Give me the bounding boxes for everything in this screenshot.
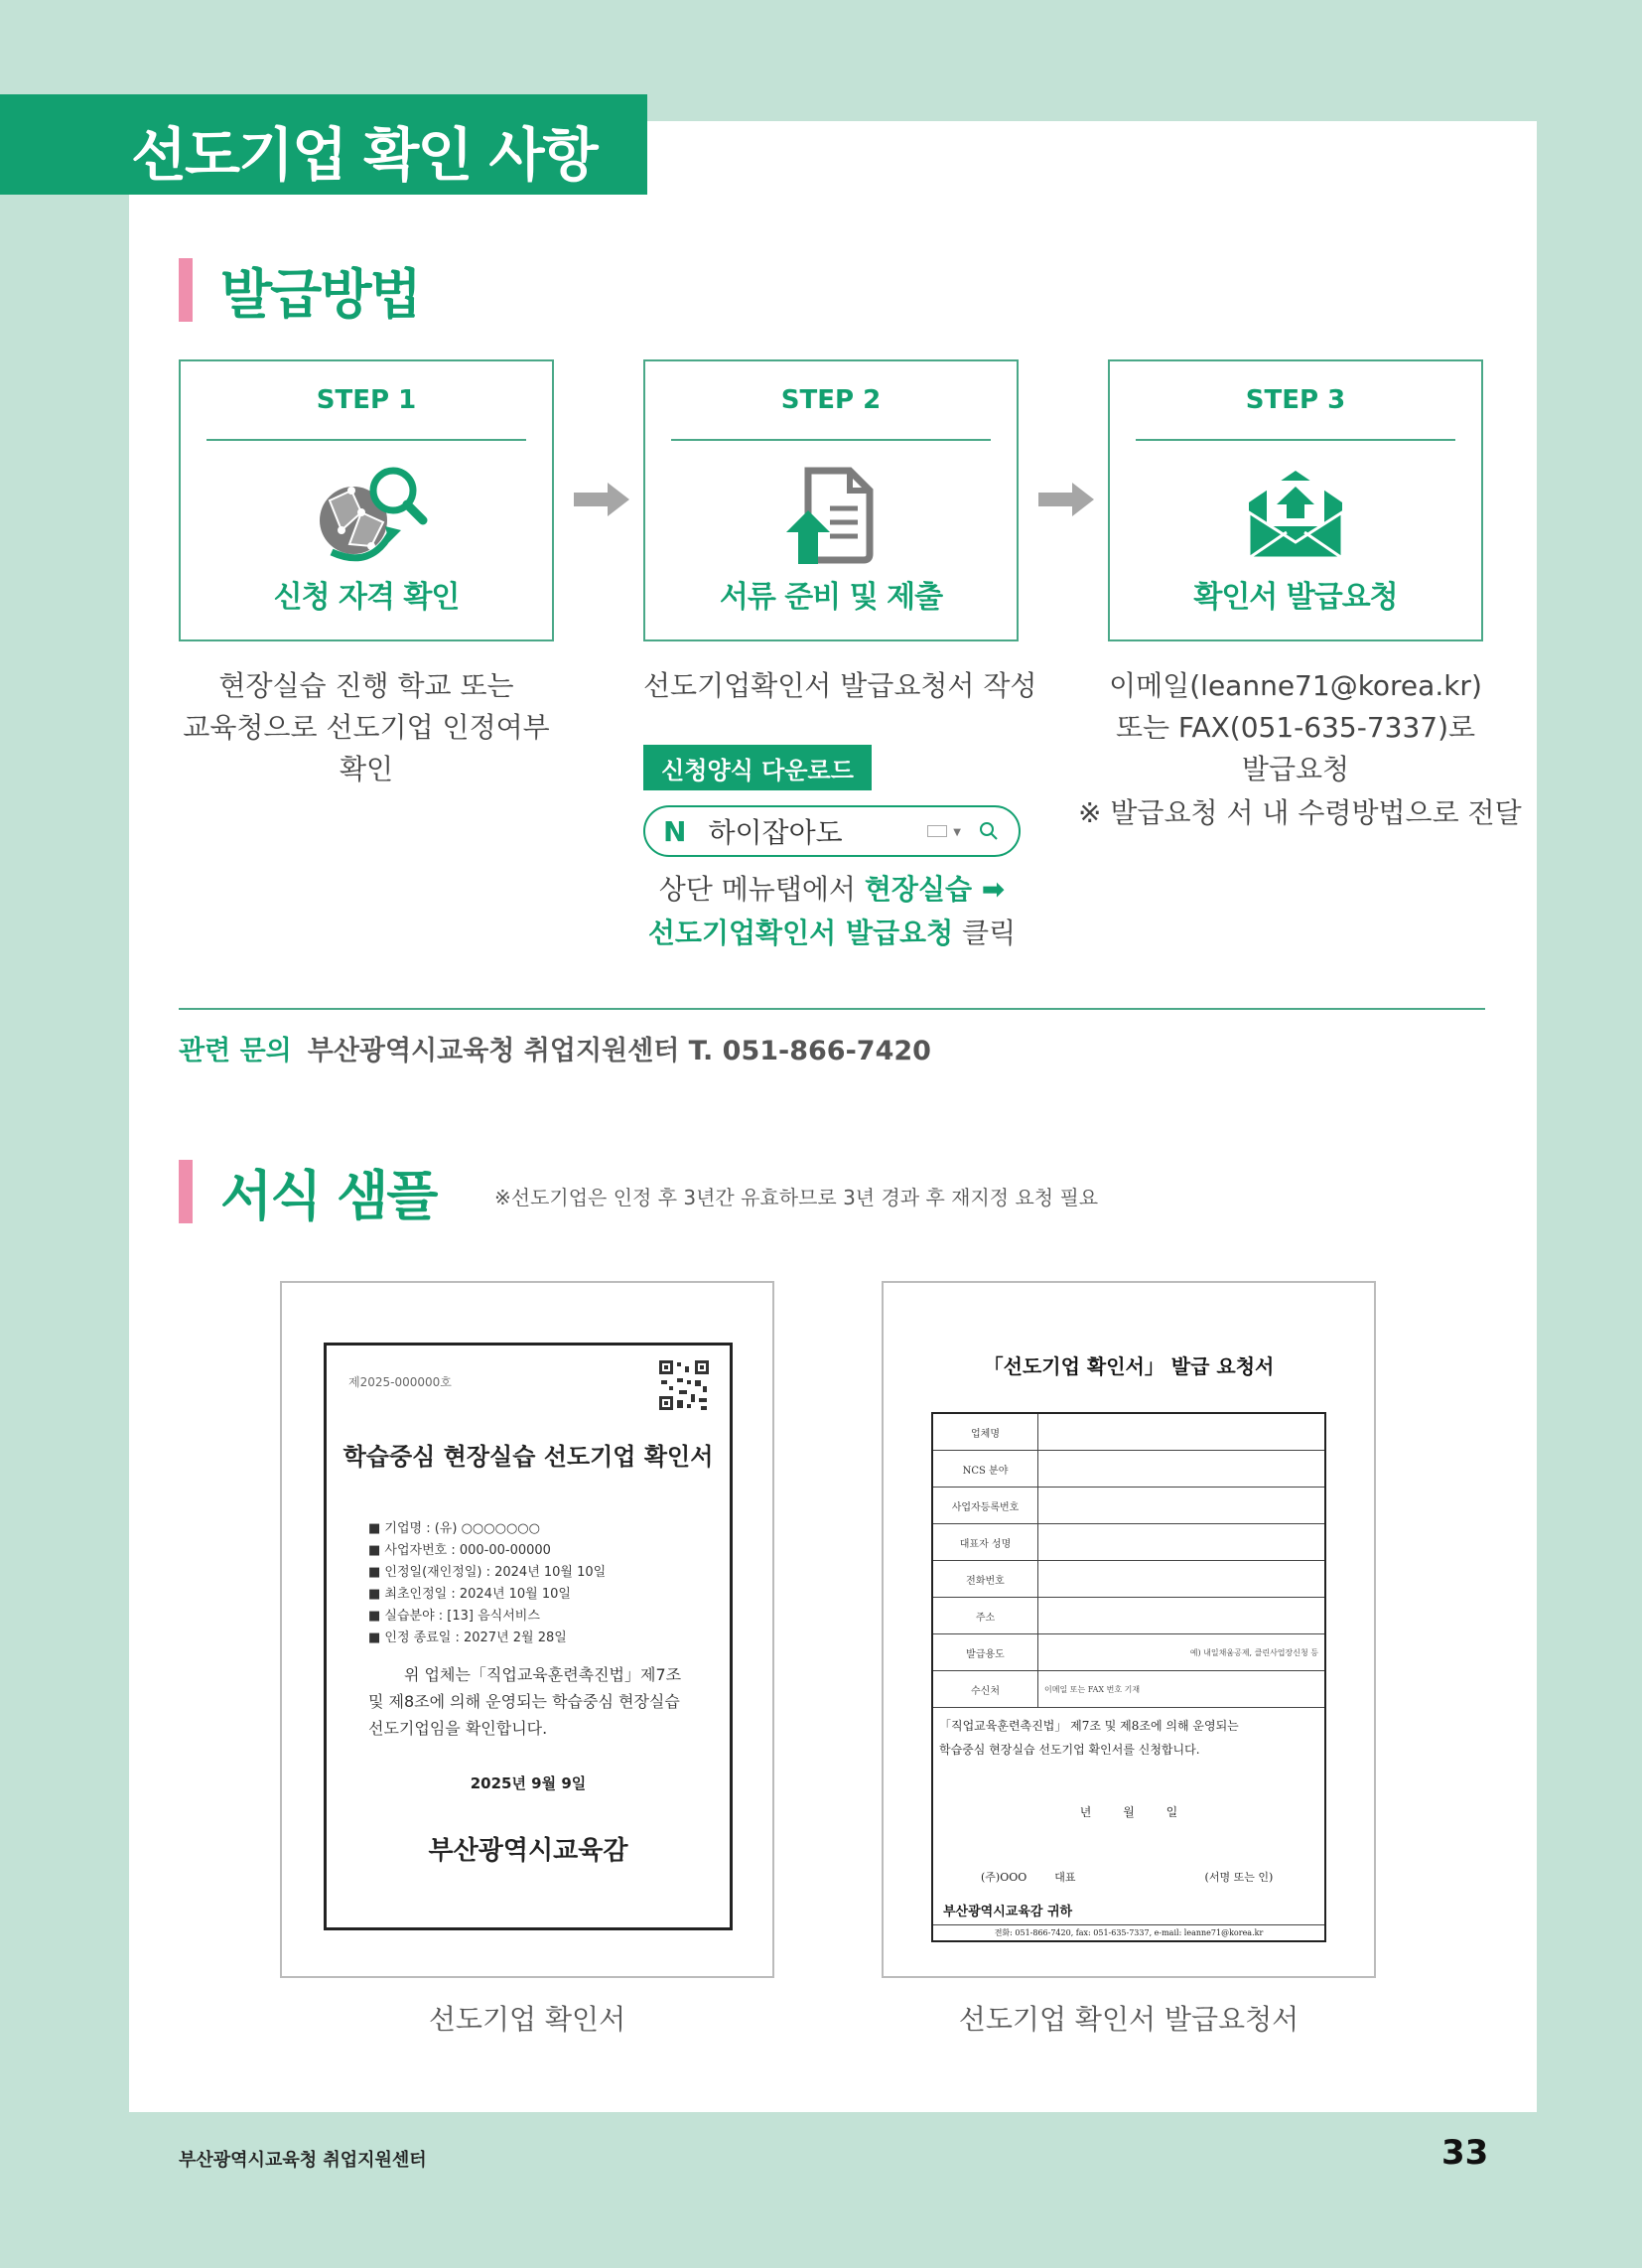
qr-code-icon xyxy=(658,1359,710,1411)
list-item: ■ 인정일(재인정일) : 2024년 10월 10일 xyxy=(368,1562,606,1584)
list-item: ■ 실습분야 : [13] 음식서비스 xyxy=(368,1606,606,1628)
certificate-date: 2025년 9월 9일 xyxy=(470,1774,587,1792)
step-card-1 xyxy=(179,359,554,641)
search-query: 하이잡아도 xyxy=(708,816,843,849)
download-form-button[interactable]: 신청양식 다운로드 xyxy=(643,745,872,790)
section-heading-form-sample xyxy=(179,1160,437,1227)
contact-info: 관련 문의 부산광역시교육청 취업지원센터 T. 051-866-7420 xyxy=(179,1036,931,1066)
request-form-caption: 선도기업 확인서 발급요청서 xyxy=(958,2003,1300,2036)
section-title: 발급방법 xyxy=(220,262,420,326)
globe-search-icon xyxy=(302,461,431,570)
divider xyxy=(671,439,991,441)
step-title: 서류 준비 및 제출 xyxy=(719,580,943,615)
search-bar[interactable] xyxy=(643,805,1021,857)
section-marker xyxy=(179,1160,193,1223)
form-row: 전화번호 xyxy=(933,1561,1324,1598)
request-form-sample xyxy=(882,1281,1376,1978)
divider xyxy=(179,1008,1485,1010)
request-form-signature: (주)OOO 대표 (서명 또는 인) xyxy=(981,1871,1274,1884)
step-card-2 xyxy=(643,359,1019,641)
step-label: STEP 1 xyxy=(316,385,417,415)
step-title: 확인서 발급요청 xyxy=(1193,580,1398,615)
list-item: ■ 인정 종료일 : 2027년 2월 28일 xyxy=(368,1628,606,1649)
section-title: 서식 샘플 xyxy=(220,1164,437,1227)
certificate-number: 제2025-000000호 xyxy=(348,1375,452,1389)
form-row: 업체명 xyxy=(933,1414,1324,1451)
divider xyxy=(1136,439,1455,441)
certificate-body: 위 업체는「직업교육훈련촉진법」제7조 및 제8조에 의해 운영되는 학습중심 현장실습 선도기업임을 확인합니다. xyxy=(368,1665,682,1738)
list-item: ■ 기업명 : (유) ○○○○○○○ xyxy=(368,1518,606,1540)
mail-upload-icon xyxy=(1231,461,1360,570)
footer-organization: 부산광역시교육청 취업지원센터 xyxy=(179,2150,427,2171)
step2-description: 선도기업확인서 발급요청서 작성 xyxy=(643,669,1037,702)
step3-description: 이메일(leanne71@korea.kr) 또는 FAX(051-635-7337)로 발급요청 ※ 발급요청 서 내 수령방법으로 전달 xyxy=(1078,669,1522,829)
step2-instruction: 상단 메뉴탭에서 현장실습 ➡ 선도기업확인서 발급요청 클릭 xyxy=(647,873,1017,949)
document-upload-icon xyxy=(766,461,895,570)
request-form-addressee: 부산광역시교육감 귀하 xyxy=(943,1905,1073,1919)
form-row: 발급용도 예) 내일채움공제, 클린사업장신청 등 xyxy=(933,1634,1324,1671)
request-form-date: 년 월 일 xyxy=(1079,1805,1178,1819)
request-form-contact: 전화: 051-866-7420, fax: 051-635-7337, e-mail: leanne71@korea.kr xyxy=(933,1924,1324,1940)
section-marker xyxy=(179,258,193,322)
list-item: ■ 사업자번호 : 000-00-00000 xyxy=(368,1540,606,1562)
request-form-title: 「선도기업 확인서」 발급 요청서 xyxy=(983,1354,1275,1378)
form-row: 수신처 이메일 또는 FAX 번호 기재 xyxy=(933,1671,1324,1708)
request-form-table xyxy=(931,1412,1326,1942)
certificate-caption: 선도기업 확인서 xyxy=(428,2003,626,2036)
step-card-3 xyxy=(1108,359,1483,641)
form-row: 주소 xyxy=(933,1598,1324,1634)
search-icon xyxy=(979,821,999,841)
chevron-down-icon: ▼ xyxy=(953,827,961,838)
validity-note: ※선도기업은 인정 후 3년간 유효하므로 3년 경과 후 재지정 요청 필요 xyxy=(494,1186,1099,1209)
naver-logo-icon: N xyxy=(663,814,687,848)
page-title: 선도기업 확인 사항 xyxy=(131,121,597,189)
certificate-title: 학습중심 현장실습 선도기업 확인서 xyxy=(342,1443,714,1471)
request-form-body: 「직업교육훈련촉진법」 제7조 및 제8조에 의해 운영되는 학습중심 현장실습 선도기업 확인서를 신청합니다. xyxy=(939,1719,1239,1757)
certificate-sample xyxy=(280,1281,774,1978)
step-title: 신청 자격 확인 xyxy=(273,580,460,615)
step-label: STEP 2 xyxy=(780,385,882,415)
step-label: STEP 3 xyxy=(1245,385,1346,415)
certificate-document xyxy=(324,1343,733,1930)
divider xyxy=(206,439,526,441)
list-item: ■ 최초인정일 : 2024년 10월 10일 xyxy=(368,1584,606,1606)
keyboard-icon xyxy=(927,825,947,837)
arrow-right-icon xyxy=(574,483,629,516)
title-banner xyxy=(0,94,647,195)
certificate-issuer: 부산광역시교육감 xyxy=(428,1836,628,1866)
form-row: 사업자등록번호 xyxy=(933,1488,1324,1524)
form-row: 대표자 성명 xyxy=(933,1524,1324,1561)
step1-description: 현장실습 진행 학교 또는 교육청으로 선도기업 인정여부 확인 xyxy=(183,669,550,785)
page-number: 33 xyxy=(1441,2133,1489,2173)
section-heading-issue-method xyxy=(179,258,420,326)
form-row: NCS 분야 xyxy=(933,1451,1324,1488)
arrow-right-icon xyxy=(1038,483,1094,516)
certificate-details xyxy=(368,1518,606,1649)
